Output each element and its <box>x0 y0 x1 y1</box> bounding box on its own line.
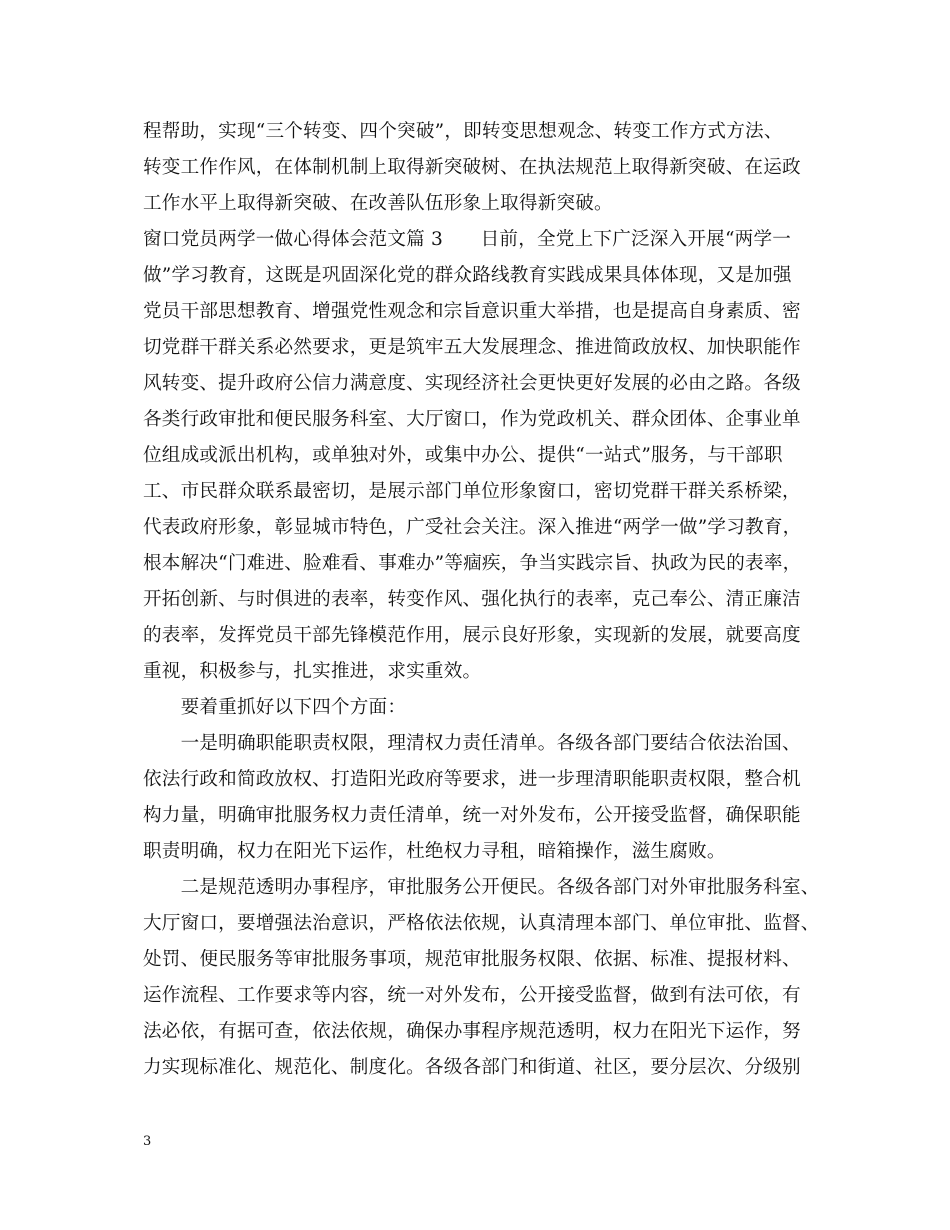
text-line: 构力量，明确审批服务权力责任清单，统一对外发布，公开接受监督，确保职能 <box>143 805 801 826</box>
text-line: 二是规范透明办事程序，审批服务公开便民。各级各部门对外审批服务科室、 <box>143 877 820 898</box>
text-line: 处罚、便民服务等审批服务事项，规范审批服务权限、依据、标准、提报材料、 <box>143 949 801 970</box>
text-line: 切党群干群关系必然要求，更是筑牢五大发展理念、推进简政放权、加快职能作 <box>143 337 801 358</box>
text-line: 开拓创新、与时俱进的表率，转变作风、强化执行的表率，克己奉公、清正廉洁 <box>143 589 801 610</box>
text-line: 工、市民群众联系最密切，是展示部门单位形象窗口，密切党群干群关系桥梁， <box>143 481 801 502</box>
text-line: 党员干部思想教育、增强党性观念和宗旨意识重大举措，也是提高自身素质、密 <box>143 301 801 322</box>
text-line: 重视，积极参与，扎实推进，求实重效。 <box>143 661 482 682</box>
text-line: 运作流程、工作要求等内容，统一对外发布，公开接受监督，做到有法可依，有 <box>143 985 801 1006</box>
text-line: 代表政府形象，彰显城市特色，广受社会关注。深入推进“两学一做”学习教育， <box>143 517 802 538</box>
section-heading-line: 窗口党员两学一做心得体会范文篇 3 日前，全党上下广泛深入开展“两学一 <box>143 229 792 250</box>
text-line: 要着重抓好以下四个方面： <box>143 697 407 718</box>
text-line: 的表率，发挥党员干部先锋模范作用，展示良好形象，实现新的发展，就要高度 <box>143 625 801 646</box>
text-line: 程帮助，实现“三个转变、四个突破”，即转变思想观念、转变工作方式方法、 <box>143 121 783 142</box>
text-line: 法必依，有据可查，依法依规，确保办事程序规范透明，权力在阳光下运作，努 <box>143 1021 801 1042</box>
text-line: 位组成或派出机构，或单独对外，或集中办公、提供“一站式”服务，与干部职 <box>143 445 783 466</box>
text-line: 力实现标准化、规范化、制度化。各级各部门和街道、社区，要分层次、分级别 <box>143 1057 801 1078</box>
text-line: 职责明确，权力在阳光下运作，杜绝权力寻租，暗箱操作，滋生腐败。 <box>143 841 726 862</box>
text-line: 依法行政和简政放权、打造阳光政府等要求，进一步理清职能职责权限，整合机 <box>143 769 801 790</box>
text-line: 做”学习教育，这既是巩固深化党的群众路线教育实践成果具体体现，又是加强 <box>143 265 792 286</box>
page-number: 3 <box>143 1134 152 1149</box>
text-line: 转变工作作风，在体制机制上取得新突破树、在执法规范上取得新突破、在运政 <box>143 157 801 178</box>
text-line: 风转变、提升政府公信力满意度、实现经济社会更快更好发展的必由之路。各级 <box>143 373 801 394</box>
text-line: 大厅窗口，要增强法治意识，严格依法依规，认真清理本部门、单位审批、监督、 <box>143 913 820 934</box>
document-body <box>143 114 833 1086</box>
text-line: 工作水平上取得新突破、在改善队伍形象上取得新突破。 <box>143 193 613 214</box>
text-line: 一是明确职能职责权限，理清权力责任清单。各级各部门要结合依法治国、 <box>143 733 801 754</box>
text-line: 各类行政审批和便民服务科室、大厅窗口，作为党政机关、群众团体、企事业单 <box>143 409 801 430</box>
text-line: 根本解决“门难进、脸难看、事难办”等痼疾，争当实践宗旨、执政为民的表率， <box>143 553 802 574</box>
